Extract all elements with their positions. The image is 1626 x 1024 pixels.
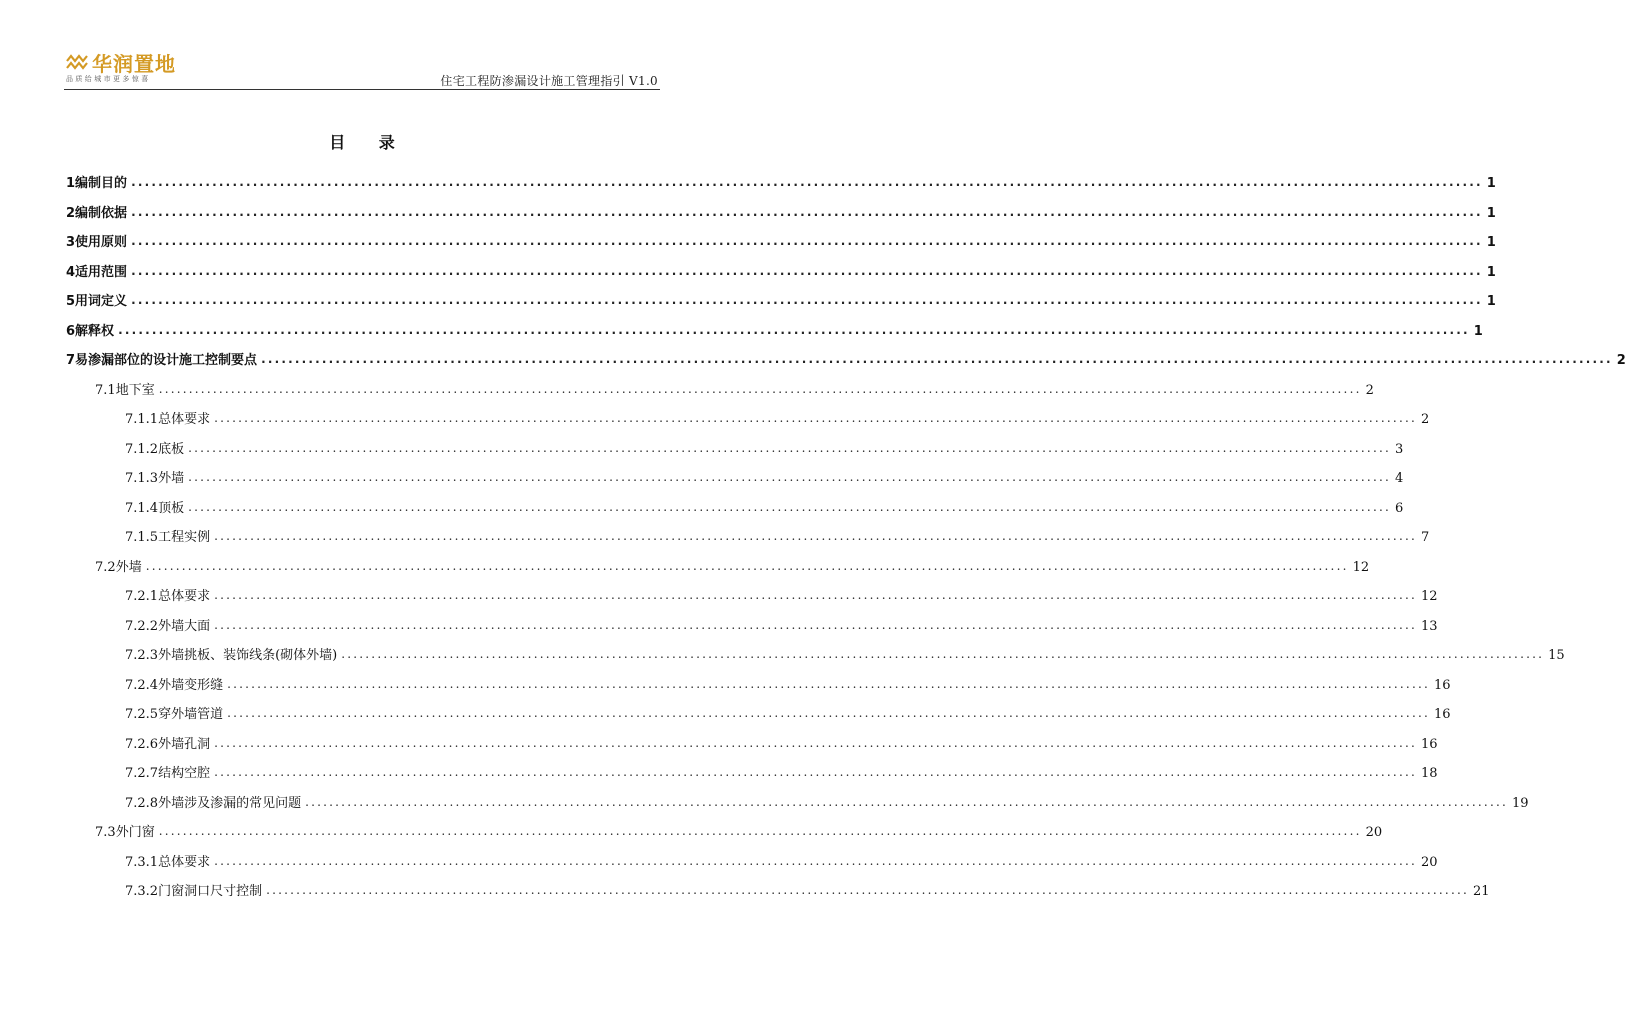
toc-entry-label: 工程实例: [158, 530, 211, 545]
toc-entry[interactable]: [66, 260, 1496, 280]
toc-leader-dots: ........................................................................................................................................................................................................: [227, 677, 1430, 691]
toc-leader-dots: ........................................................................................................................................................................................................: [145, 559, 1349, 573]
toc-entry-number: 7.2.2: [125, 619, 159, 634]
toc-entry-number: 7.1.2: [125, 442, 159, 457]
toc-entry-label: 外墙挑板、装饰线条(砌体外墙): [158, 648, 338, 663]
toc-leader-dots: ........................................................................................................................................................................................................: [131, 264, 1483, 278]
toc-leader-dots: ........................................................................................................................................................................................................: [214, 529, 1417, 543]
toc-entry-number: 7.1.1: [125, 412, 159, 427]
toc-entry[interactable]: [95, 555, 1370, 575]
toc-entry-label: 总体要求: [158, 589, 211, 604]
toc-entry-number: 1: [66, 176, 76, 191]
toc-entry-page: 12: [1352, 560, 1370, 575]
toc-entry-label: 外墙大面: [158, 619, 211, 634]
logo-name: 华润置地: [92, 52, 176, 76]
toc-entry-number: 4: [66, 265, 76, 280]
toc-entry[interactable]: [125, 850, 1438, 870]
toc-leader-dots: ........................................................................................................................................................................................................: [214, 854, 1417, 868]
toc-entry-page: 20: [1420, 855, 1438, 870]
toc-entry-page: 21: [1472, 884, 1490, 899]
toc-leader-dots: ........................................................................................................................................................................................................: [158, 382, 1362, 396]
toc-leader-dots: ........................................................................................................................................................................................................: [131, 175, 1483, 189]
toc-entry-page: 2: [1616, 353, 1626, 368]
toc-entry-number: 2: [66, 206, 76, 221]
toc-entry-number: 7.2.8: [125, 796, 159, 811]
toc-entry-label: 外墙变形缝: [158, 678, 224, 693]
header-divider: [64, 89, 660, 90]
toc-entry-number: 7.2.5: [125, 707, 159, 722]
toc-entry-number: 3: [66, 235, 76, 250]
toc-entry-page: 2: [1420, 412, 1430, 427]
company-logo: [66, 48, 206, 88]
toc-entry[interactable]: [125, 643, 1565, 663]
toc-entry-page: 12: [1420, 589, 1438, 604]
toc-leader-dots: ........................................................................................................................................................................................................: [214, 618, 1417, 632]
toc-leader-dots: ........................................................................................................................................................................................................: [188, 470, 1391, 484]
toc-entry[interactable]: [125, 496, 1404, 516]
toc-leader-dots: ........................................................................................................................................................................................................: [214, 765, 1417, 779]
toc-entry-label: 用词定义: [75, 294, 128, 309]
toc-entry-page: 19: [1511, 796, 1529, 811]
toc-entry-page: 13: [1420, 619, 1438, 634]
toc-entry-number: 5: [66, 294, 76, 309]
toc-entry-number: 7.1.5: [125, 530, 159, 545]
toc-leader-dots: ........................................................................................................................................................................................................: [266, 883, 1469, 897]
toc-entry-page: 1: [1486, 265, 1496, 280]
toc-leader-dots: ........................................................................................................................................................................................................: [227, 706, 1430, 720]
toc-entry[interactable]: [125, 437, 1404, 457]
toc-entry-page: 1: [1486, 206, 1496, 221]
toc-entry-number: 7.1.4: [125, 501, 159, 516]
toc-leader-dots: ........................................................................................................................................................................................................: [131, 234, 1483, 248]
toc-entry-number: 6: [66, 324, 76, 339]
toc-leader-dots: ........................................................................................................................................................................................................: [131, 293, 1483, 307]
toc-entry-page: 15: [1548, 648, 1565, 663]
toc-entry-page: 20: [1365, 825, 1383, 840]
toc-entry-number: 7.2.7: [125, 766, 159, 781]
toc-entry-number: 7.3.2: [125, 884, 159, 899]
toc-entry-number: 7.2: [95, 560, 116, 575]
toc-entry-number: 7.2.6: [125, 737, 159, 752]
toc-entry-number: 7.3: [95, 825, 116, 840]
toc-entry[interactable]: [66, 289, 1496, 309]
toc-entry-page: 16: [1433, 707, 1451, 722]
toc-leader-dots: ........................................................................................................................................................................................................: [214, 411, 1417, 425]
logo-mark-icon: [66, 52, 88, 70]
toc-entry-label: 编制依据: [75, 206, 128, 221]
toc-heading: 目 录: [329, 133, 409, 152]
document-title: 住宅工程防渗漏设计施工管理指引 V1.0: [440, 74, 658, 88]
toc-entry[interactable]: [95, 820, 1383, 840]
toc-entry-number: 7.2.1: [125, 589, 159, 604]
toc-entry-label: 总体要求: [158, 412, 211, 427]
toc-leader-dots: ........................................................................................................................................................................................................: [341, 647, 1545, 661]
toc-entry[interactable]: [66, 348, 1626, 368]
toc-entry-number: 7.2.4: [125, 678, 159, 693]
toc-entry[interactable]: [125, 791, 1529, 811]
toc-entry[interactable]: [66, 171, 1496, 191]
toc-leader-dots: ........................................................................................................................................................................................................: [305, 795, 1508, 809]
toc-entry-label: 外墙: [158, 471, 185, 486]
toc-leader-dots: ........................................................................................................................................................................................................: [118, 323, 1470, 337]
page-header: [64, 48, 660, 90]
toc-entry[interactable]: [125, 879, 1490, 899]
toc-entry-label: 底板: [158, 442, 185, 457]
toc-entry-label: 门窗洞口尺寸控制: [158, 884, 263, 899]
toc-entry-page: 16: [1420, 737, 1438, 752]
toc-leader-dots: ........................................................................................................................................................................................................: [131, 205, 1483, 219]
toc-entry-label: 解释权: [75, 324, 115, 339]
toc-entry-label: 易渗漏部位的设计施工控制要点: [75, 353, 258, 368]
toc-entry-label: 穿外墙管道: [158, 707, 224, 722]
toc-entry[interactable]: [125, 466, 1404, 486]
toc-leader-dots: ........................................................................................................................................................................................................: [188, 441, 1391, 455]
toc-entry[interactable]: [125, 525, 1430, 545]
toc-leader-dots: ........................................................................................................................................................................................................: [158, 824, 1362, 838]
toc-entry-page: 2: [1365, 383, 1374, 398]
toc-entry-page: 1: [1486, 176, 1496, 191]
toc-entry-page: 1: [1486, 294, 1496, 309]
toc-entry[interactable]: [125, 732, 1438, 752]
toc-entry-page: 1: [1486, 235, 1496, 250]
toc-entry-label: 外墙孔洞: [158, 737, 211, 752]
toc-entry[interactable]: [66, 319, 1483, 339]
toc-leader-dots: ........................................................................................................................................................................................................: [188, 500, 1391, 514]
toc-entry-label: 外墙涉及渗漏的常见问题: [158, 796, 302, 811]
toc-entry-label: 顶板: [158, 501, 185, 516]
toc-entry[interactable]: [125, 673, 1451, 693]
toc-entry-page: 4: [1394, 471, 1404, 486]
toc-entry-page: 7: [1420, 530, 1430, 545]
toc-entry-label: 使用原则: [75, 235, 128, 250]
toc-entry-number: 7.2.3: [125, 648, 159, 663]
toc-entry[interactable]: [125, 584, 1438, 604]
toc-entry-number: 7.1.3: [125, 471, 159, 486]
toc-entry-page: 6: [1394, 501, 1404, 516]
toc-entry[interactable]: [95, 378, 1374, 398]
toc-entry-page: 18: [1420, 766, 1438, 781]
toc-entry-label: 编制目的: [75, 176, 128, 191]
toc-entry-page: 3: [1394, 442, 1404, 457]
toc-entry-label: 外墙: [115, 560, 142, 575]
toc-entry[interactable]: [66, 230, 1496, 250]
toc-entry-page: 1: [1473, 324, 1483, 339]
toc-entry[interactable]: [125, 614, 1438, 634]
toc-entry-label: 地下室: [115, 383, 155, 398]
toc-entry[interactable]: [66, 201, 1496, 221]
toc-entry[interactable]: [125, 407, 1430, 427]
toc-entry-label: 结构空腔: [158, 766, 211, 781]
toc-leader-dots: ........................................................................................................................................................................................................: [261, 352, 1613, 366]
toc-entry[interactable]: [125, 761, 1438, 781]
toc-entry[interactable]: [125, 702, 1451, 722]
toc-entry-number: 7: [66, 353, 76, 368]
toc-entry-label: 外门窗: [115, 825, 155, 840]
toc-leader-dots: ........................................................................................................................................................................................................: [214, 588, 1417, 602]
logo-slogan: 品质给城市更多惊喜: [66, 75, 151, 83]
toc-entry-label: 适用范围: [75, 265, 128, 280]
toc-entry-label: 总体要求: [158, 855, 211, 870]
toc-leader-dots: ........................................................................................................................................................................................................: [214, 736, 1417, 750]
toc-entry-number: 7.1: [95, 383, 116, 398]
toc-entry-page: 16: [1433, 678, 1451, 693]
toc-entry-number: 7.3.1: [125, 855, 159, 870]
